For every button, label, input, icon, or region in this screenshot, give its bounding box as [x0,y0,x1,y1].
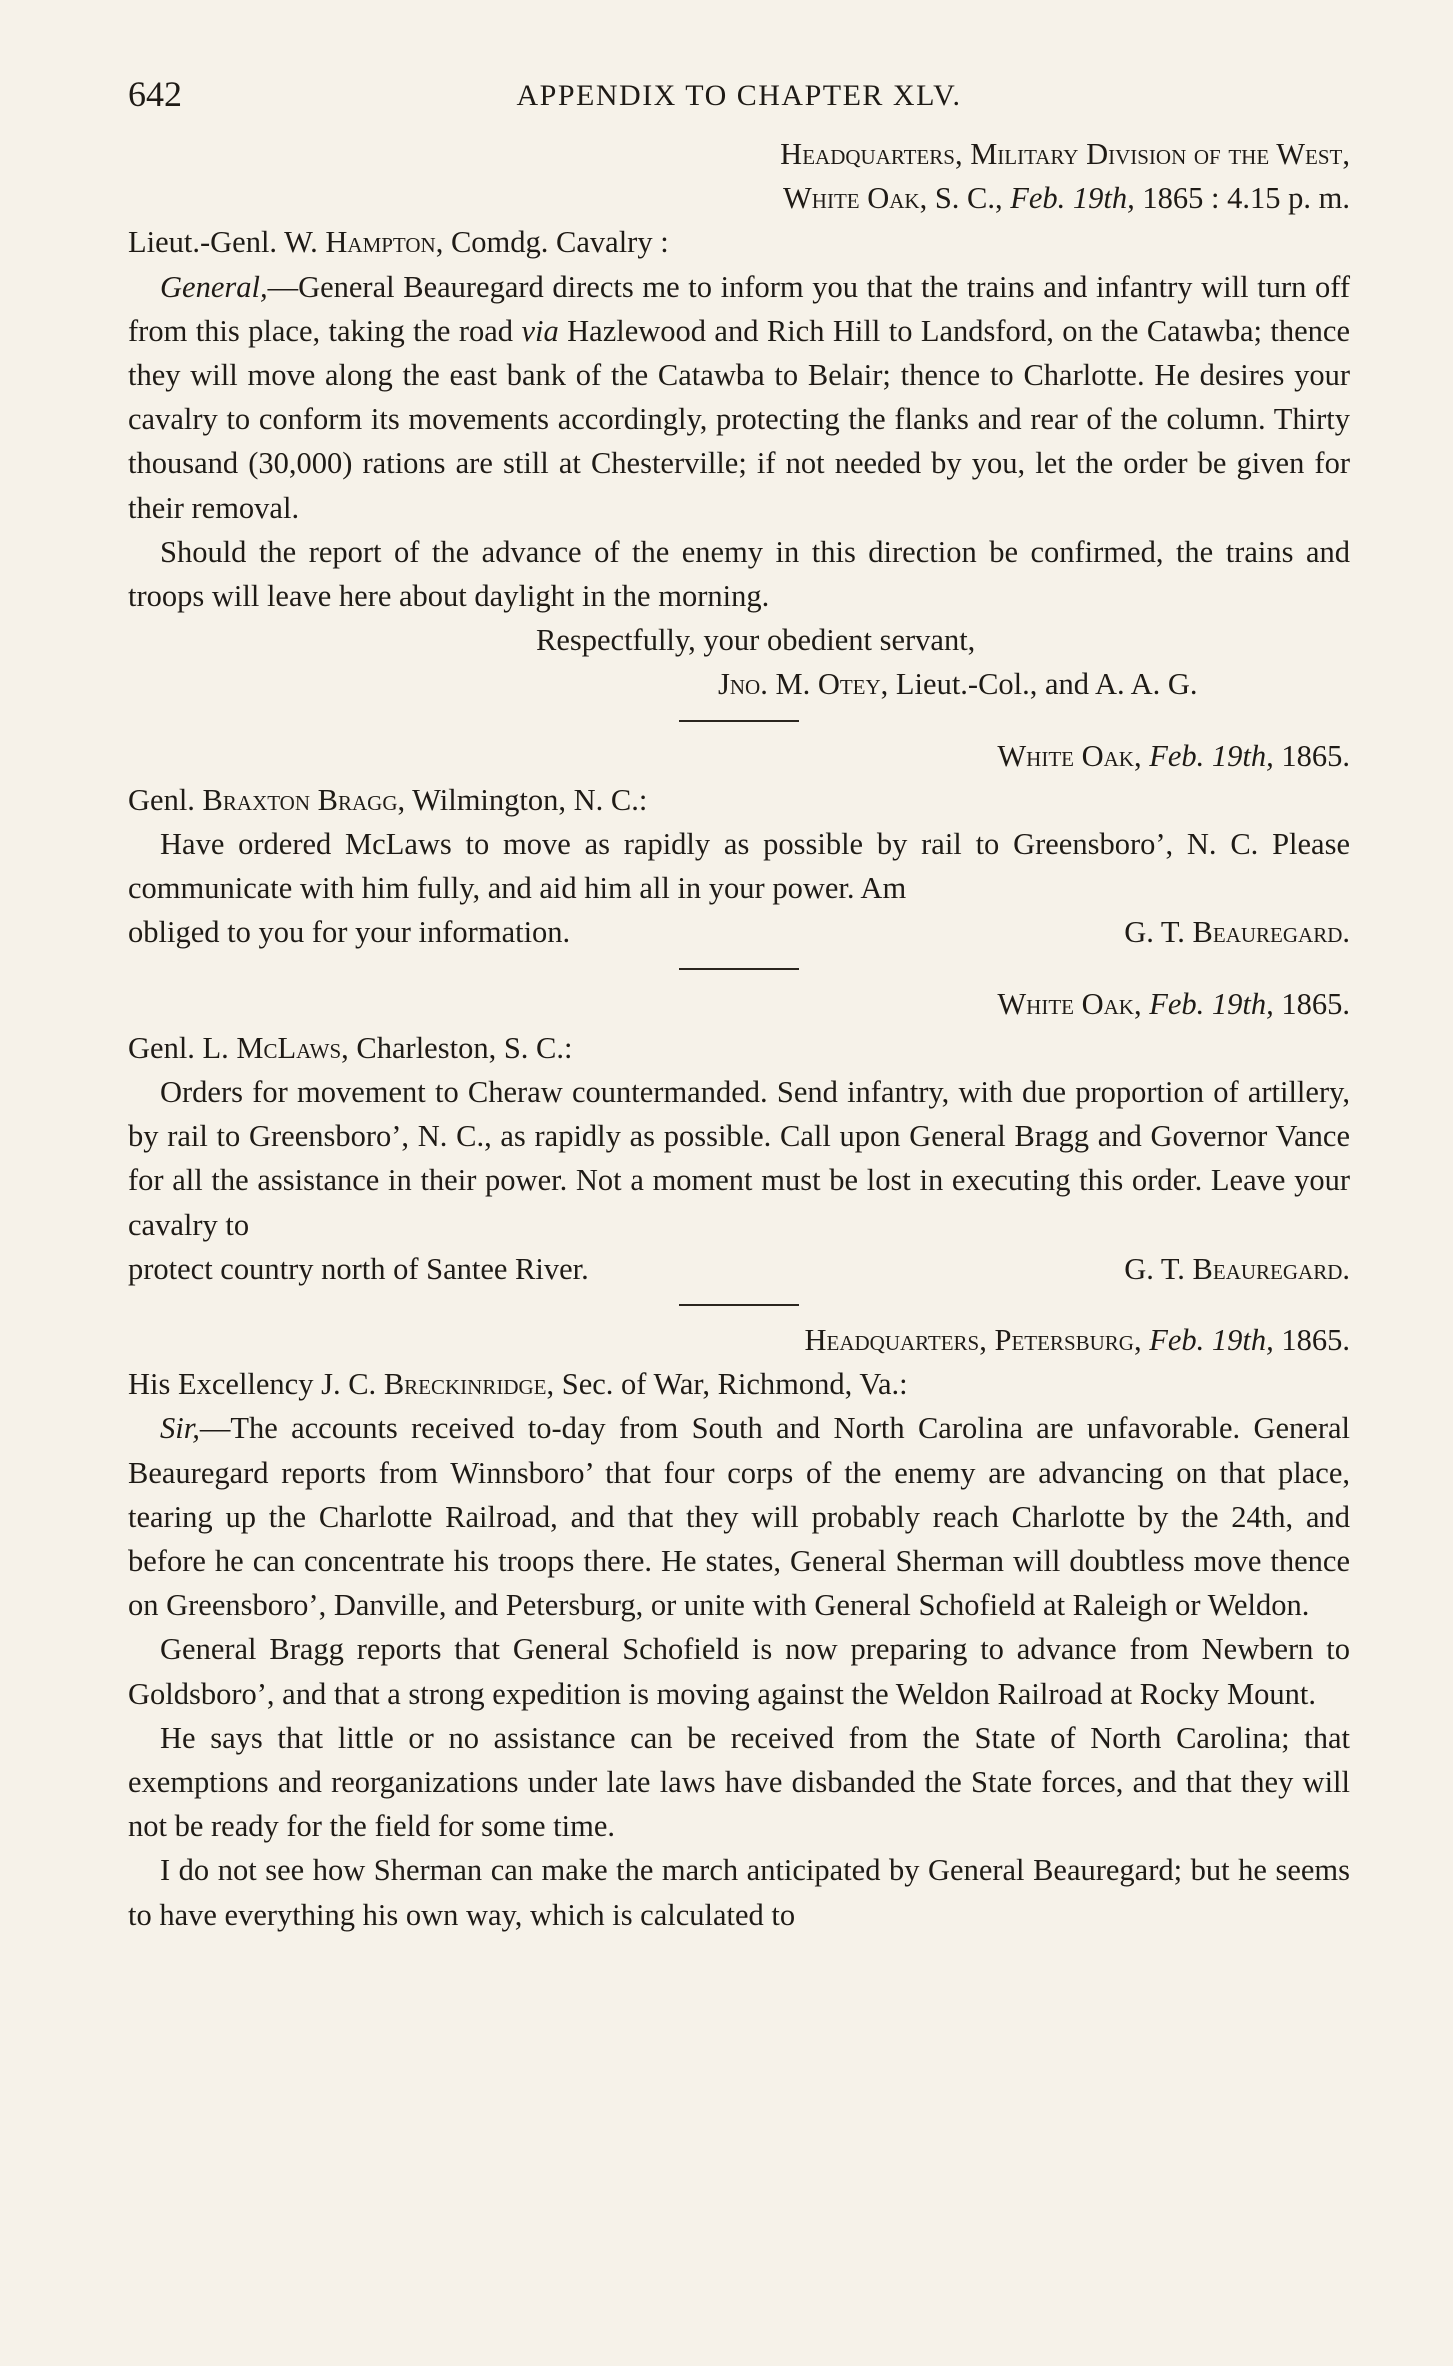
letter1-time: 1865 : 4.15 p. m. [1134,181,1350,216]
letter1-address-prefix: Lieut.-Genl. W. [128,225,326,260]
letter1-via: via [521,313,559,348]
letter1-addressee: Hampton [325,225,436,260]
letter3-signature: G. T. Beauregard. [1124,1251,1350,1286]
letter2-last-line [128,910,1350,954]
letter1-place: White Oak, S. C., [783,181,1011,216]
page-number: 642 [128,74,182,114]
letter1-paragraph-2: Should the report of the advance of the enemy in this direction be confirmed, the trains and troops will leave here about daylight in the morning. [128,534,1350,613]
letter2-address-suffix: , Wilmington, N. C.: [397,782,648,817]
letter3-date: Feb. 19th, [1149,986,1274,1021]
letter4-p1-text: —The accounts received to-day from South and North Carolina are unfavorable. General Beauregard reports from Winnsboro’ that four corps of the enemy are advancing on that place, tearing up the Charlotte Railroad, and that they will probably reach Charlotte by the 24th, and before he can concentrate his troops there. He states, General Sherman will doubtless move thence on Greensboro’, Danville, and Petersburg, or unite with General Schofield at Raleigh or Weldon. [128,1411,1350,1623]
letter1-p1-start: —General Beauregard directs me to inform you that the trains and infantry will turn off from this place, taking the road [128,269,1350,348]
letter4-address [128,1362,1350,1406]
letter3-body-end: protect country north of Santee River. [128,1251,589,1286]
letter1-signer: Jno. M. Otey [718,667,881,702]
letter1-closing: Respectfully, your obedient servant, [536,623,976,658]
letter2-addressee: Braxton Bragg [202,782,398,817]
letter3-dateline [128,982,1350,1026]
letter-hampton [128,132,1350,707]
letter1-date: Feb. 19th, [1010,181,1135,216]
letter2-place: White Oak, [997,738,1150,773]
letter2-address [128,778,1350,822]
letter4-salutation: Sir, [160,1411,200,1446]
letter2-signature: G. T. Beauregard. [1124,915,1350,950]
letter2-date: Feb. 19th, [1149,738,1274,773]
letter4-dateline [128,1318,1350,1362]
letter3-addressee: McLaws [236,1030,342,1065]
letter2-address-prefix: Genl. [128,782,203,817]
letter3-address-suffix: , Charleston, S. C.: [341,1030,573,1065]
letter1-signer-title: , Lieut.-Col., and A. A. G. [880,667,1198,702]
letter4-address-prefix: His Excellency J. C. [128,1367,384,1402]
running-title: APPENDIX TO CHAPTER XLV. [516,79,962,112]
letter-breckinridge [128,1318,1350,1937]
letter4-place: Headquarters, Petersburg, [804,1322,1150,1357]
letter1-heading-text: Headquarters, Military Division of the West, [780,137,1350,171]
letter1-signature [128,662,1350,706]
letter4-addressee: Breckinridge [383,1367,547,1402]
letter1-address-suffix: , Comdg. Cavalry : [435,225,669,260]
letter2-dateline [128,734,1350,778]
letter4-paragraph-4: I do not see how Sherman can make the march anticipated by General Beauregard; but he seems to have everything his own way, which is calculated to [128,1853,1350,1932]
section-divider [679,968,799,970]
letter2-body-end: obliged to you for your information. [128,915,571,950]
letter4-paragraph-2: General Bragg reports that General Schofield is now preparing to advance from Newbern to Goldsboro’, and that a strong expedition is moving against the Weldon Railroad at Rocky Mount. [128,1632,1350,1711]
book-page [128,72,1350,1937]
letter-bragg [128,734,1350,955]
letter4-year: 1865. [1273,1322,1350,1357]
letter-mclaws [128,982,1350,1291]
letter4-paragraph-3: He says that little or no assistance can be received from the State of North Carolina; that exemptions and reorganizations under late laws have disbanded the State forces, and that they will not be ready for the field for some time. [128,1720,1350,1844]
letter1-salutation: General, [160,269,268,304]
letter2-body: Have ordered McLaws to move as rapidly as possible by rail to Greensboro’, N. C. Please communicate with him fully, and aid him all in your power. Am [128,826,1350,906]
letter3-year: 1865. [1273,986,1350,1021]
letter3-place: White Oak, [997,986,1150,1021]
letter4-address-suffix: , Sec. of War, Richmond, Va.: [546,1367,908,1402]
letter4-date: Feb. 19th, [1149,1322,1274,1357]
letter1-address [128,220,1350,264]
running-head [128,72,1350,132]
letter3-last-line [128,1247,1350,1291]
letter2-year: 1865. [1273,738,1350,773]
letter3-address-prefix: Genl. L. [128,1030,237,1065]
section-divider [679,720,799,722]
letter3-address [128,1026,1350,1070]
letter1-paragraph-1 [128,265,1350,530]
letter4-paragraph-1 [128,1406,1350,1627]
letter1-p1-end: Hazlewood and Rich Hill to Landsford, on the Catawba; thence they will move along the east bank of the Catawba to Belair; thence to Charlotte. He desires your cavalry to conform its movements accordingly, protecting the flanks and rear of the column. Thirty thousand (30,000) rations are still at Chesterville; if not needed by you, let the order be given for their removal. [128,313,1350,525]
letter3-body: Orders for movement to Cheraw countermanded. Send infantry, with due proportion of artillery, by rail to Greensboro’, N. C., as rapidly as possible. Call upon General Bragg and Governor Vance for all the assistance in their power. Not a moment must be lost in executing this order. Leave your cavalry to [128,1074,1350,1242]
letter1-heading-line1 [128,132,1350,176]
section-divider [679,1304,799,1306]
letter1-heading-line2 [128,176,1350,220]
